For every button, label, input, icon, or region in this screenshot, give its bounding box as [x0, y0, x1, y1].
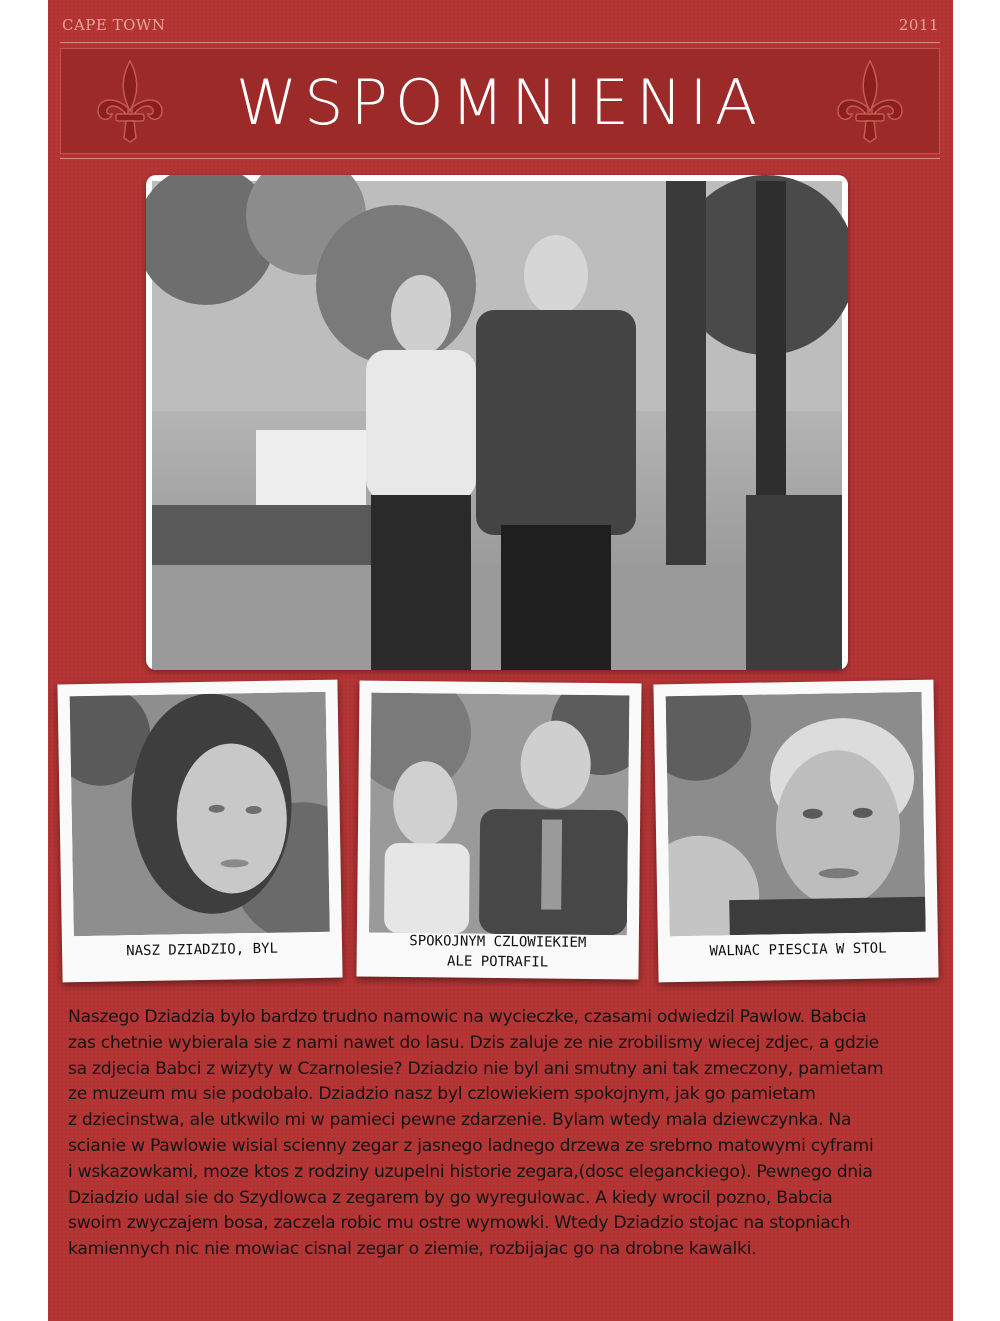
header-rule-top: [60, 42, 940, 43]
polaroid-2-caption-line2: ALE POTRAFIL: [446, 953, 549, 971]
main-photo: [146, 175, 848, 670]
photo-old-man-face-icon: [666, 692, 926, 936]
story-text: Naszego Dziadzia bylo bardzo trudno namowic na wycieczke, czasami odwiedzil Pawlow. Babcia zas chetnie wybierala sie z nami nawet do lasu. Dzis zaluje ze nie zrobilismy wiecej zdjec, a gdzie sa zdjecia Babci z wizyty w Czarnolesie? Dziadzio nie byl ani smutny ani tak zmeczony, pamietam ze muzeum mu sie podobalo. Dziadzio nasz byl czlowiekiem spokojnym, jak go pamietam z dziecinstwa, ale utkwilo mi w pamieci pewne zdarzenie. Bylam wtedy mala dziewczynka. Na scianie w Pawlowie wisial scienny zegar z jasnego ladnego drzewa ze srebrno matowymi cyframi i wskazowkami, moze ktos z rodziny uzupelni historie zegara,(dosc eleganckiego). Pewnego dnia Dziadzio udal sie do Szydlowca z zegarem by go wyregulowac. A kiedy wrocil pozno, Babcia swoim zwyczajem bosa, zaczela robic mu ostre wymowki. Wtedy Dziadzio stojac na stopniach kamiennych nic nie mowiac cisnal zegar o ziemie, rozbijajac go na drobne kawalki.: [68, 1007, 884, 1260]
header-location: CAPE TOWN: [62, 16, 166, 34]
header-rule-bottom: [60, 158, 940, 159]
header-year: 2011: [898, 16, 939, 34]
photo-couple-icon: [369, 693, 629, 936]
polaroid-1-caption: NASZ DZIADZIO, BYL: [126, 940, 279, 960]
scrapbook-page: [48, 0, 953, 1321]
page-title: WSPOMNIENIA: [235, 66, 765, 139]
polaroid-3-caption: WALNAC PIESCIA W STOL: [709, 940, 887, 960]
polaroid-1: [57, 680, 342, 983]
photo-woman-face-icon: [70, 692, 330, 936]
polaroid-2: [356, 681, 641, 980]
polaroid-2-caption-line1: SPOKOJNYM CZLOWIEKIEM: [409, 933, 587, 951]
fleur-de-lis-icon: [830, 56, 910, 146]
polaroid-3: [653, 680, 938, 983]
photo-woman-and-old-man-in-park-icon: [146, 175, 848, 670]
title-banner: [60, 48, 940, 154]
